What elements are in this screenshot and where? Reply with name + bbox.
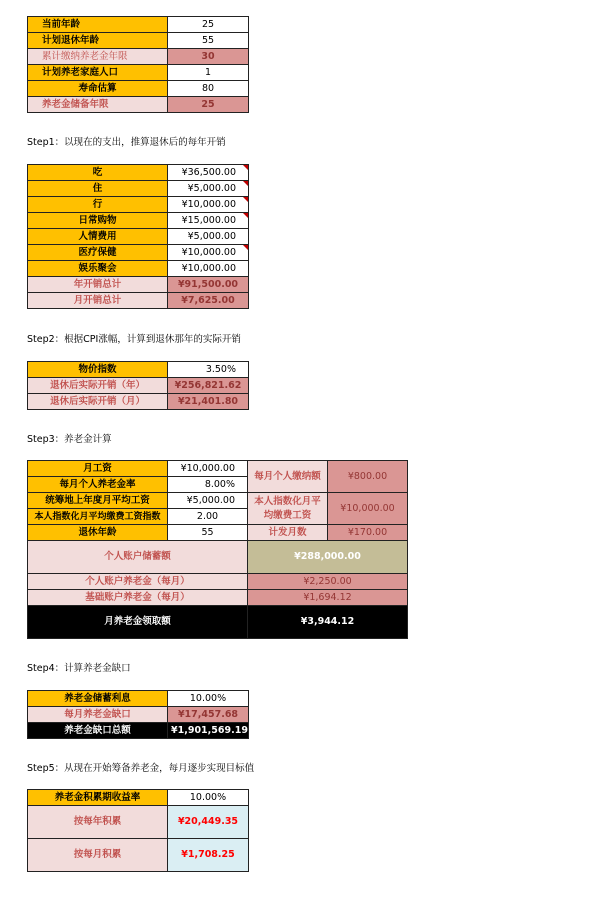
retire-annual-expense-label: 退休后实际开销（年） xyxy=(28,378,168,394)
regional-avg-salary-label: 统筹地上年度月平均工资 xyxy=(28,493,168,509)
personal-pension-rate-label: 每月个人养老金率 xyxy=(28,477,168,493)
contribution-years-label: 累计缴纳养老金年限 xyxy=(28,49,168,65)
expense-entertainment-label: 娱乐聚会 xyxy=(28,261,168,277)
total-gap-value: ¥1,901,569.19 xyxy=(168,723,249,739)
reserve-years-value: 25 xyxy=(168,97,249,113)
step3-table xyxy=(27,460,408,639)
lifespan-value[interactable]: 80 xyxy=(168,81,249,97)
reserve-years-label: 养老金储备年限 xyxy=(28,97,168,113)
personal-account-savings-label: 个人账户储蓄额 xyxy=(28,541,248,574)
expense-transport-label: 行 xyxy=(28,197,168,213)
retirement-age-value[interactable]: 55 xyxy=(168,525,248,541)
monthly-expense-total-label: 月开销总计 xyxy=(28,293,168,309)
monthly-pension-total-value: ¥3,944.12 xyxy=(248,606,408,639)
expense-shopping-value[interactable]: ¥15,000.00 xyxy=(168,213,249,229)
personal-account-savings-value: ¥288,000.00 xyxy=(248,541,408,574)
monthly-personal-contribution-label: 每月个人缴纳额 xyxy=(248,461,328,493)
savings-interest-value[interactable]: 10.00% xyxy=(168,691,249,707)
indexed-avg-salary-value: ¥10,000.00 xyxy=(328,493,408,525)
monthly-accumulation-label: 按每月积累 xyxy=(28,839,168,872)
expense-social-value[interactable]: ¥5,000.00 xyxy=(168,229,249,245)
monthly-accumulation-value: ¥1,708.25 xyxy=(168,839,249,872)
monthly-gap-value: ¥17,457.68 xyxy=(168,707,249,723)
expense-social-label: 人情费用 xyxy=(28,229,168,245)
family-size-value[interactable]: 1 xyxy=(168,65,249,81)
step2-table xyxy=(27,361,249,410)
accumulation-rate-value[interactable]: 10.00% xyxy=(168,790,249,806)
payout-months-value: ¥170.00 xyxy=(328,525,408,541)
expense-food-label: 吃 xyxy=(28,165,168,181)
expense-medical-value[interactable]: ¥10,000.00 xyxy=(168,245,249,261)
step1-title: Step1：以现在的支出，推算退休后的每年开销 xyxy=(27,137,226,148)
expense-food-value[interactable]: ¥36,500.00 xyxy=(168,165,249,181)
step4-table xyxy=(27,690,249,739)
monthly-salary-label: 月工资 xyxy=(28,461,168,477)
cpi-label: 物价指数 xyxy=(28,362,168,378)
total-gap-label: 养老金缺口总额 xyxy=(28,723,168,739)
monthly-salary-value[interactable]: ¥10,000.00 xyxy=(168,461,248,477)
personal-pension-value: ¥2,250.00 xyxy=(248,574,408,590)
salary-index-value[interactable]: 2.00 xyxy=(168,509,248,525)
expense-shopping-label: 日常购物 xyxy=(28,213,168,229)
basic-info-table xyxy=(27,16,249,113)
base-pension-label: 基础账户养老金（每月） xyxy=(28,590,248,606)
expense-housing-value[interactable]: ¥5,000.00 xyxy=(168,181,249,197)
monthly-expense-total-value: ¥7,625.00 xyxy=(168,293,249,309)
monthly-gap-label: 每月养老金缺口 xyxy=(28,707,168,723)
retire-annual-expense-value: ¥256,821.62 xyxy=(168,378,249,394)
retire-age-value[interactable]: 55 xyxy=(168,33,249,49)
expense-transport-value[interactable]: ¥10,000.00 xyxy=(168,197,249,213)
savings-interest-label: 养老金储蓄利息 xyxy=(28,691,168,707)
current-age-label: 当前年龄 xyxy=(28,17,168,33)
retire-monthly-expense-label: 退休后实际开销（月） xyxy=(28,394,168,410)
current-age-value[interactable]: 25 xyxy=(168,17,249,33)
salary-index-label: 本人指数化月平均缴费工资指数 xyxy=(28,509,168,525)
step2-title: Step2：根据CPI涨幅，计算到退休那年的实际开销 xyxy=(27,334,241,345)
expense-medical-label: 医疗保健 xyxy=(28,245,168,261)
accumulation-rate-label: 养老金积累期收益率 xyxy=(28,790,168,806)
yearly-accumulation-value: ¥20,449.35 xyxy=(168,806,249,839)
step4-title: Step4：计算养老金缺口 xyxy=(27,663,131,674)
expense-housing-label: 住 xyxy=(28,181,168,197)
base-pension-value: ¥1,694.12 xyxy=(248,590,408,606)
personal-pension-label: 个人账户养老金（每月） xyxy=(28,574,248,590)
regional-avg-salary-value[interactable]: ¥5,000.00 xyxy=(168,493,248,509)
retire-monthly-expense-value: ¥21,401.80 xyxy=(168,394,249,410)
step5-table xyxy=(27,789,249,872)
lifespan-label: 寿命估算 xyxy=(28,81,168,97)
monthly-personal-contribution-value: ¥800.00 xyxy=(328,461,408,493)
retirement-age-label: 退休年龄 xyxy=(28,525,168,541)
yearly-accumulation-label: 按每年积累 xyxy=(28,806,168,839)
step1-table xyxy=(27,164,249,309)
cpi-value[interactable]: 3.50% xyxy=(168,362,249,378)
retire-age-label: 计划退休年龄 xyxy=(28,33,168,49)
annual-expense-total-label: 年开销总计 xyxy=(28,277,168,293)
indexed-avg-salary-label: 本人指数化月平均缴费工资 xyxy=(248,493,328,525)
personal-pension-rate-value[interactable]: 8.00% xyxy=(168,477,248,493)
monthly-pension-total-label: 月养老金领取额 xyxy=(28,606,248,639)
family-size-label: 计划养老家庭人口 xyxy=(28,65,168,81)
payout-months-label: 计发月数 xyxy=(248,525,328,541)
contribution-years-value: 30 xyxy=(168,49,249,65)
step5-title: Step5：从现在开始筹备养老金，每月逐步实现目标值 xyxy=(27,763,255,774)
annual-expense-total-value: ¥91,500.00 xyxy=(168,277,249,293)
step3-title: Step3：养老金计算 xyxy=(27,434,112,445)
expense-entertainment-value[interactable]: ¥10,000.00 xyxy=(168,261,249,277)
